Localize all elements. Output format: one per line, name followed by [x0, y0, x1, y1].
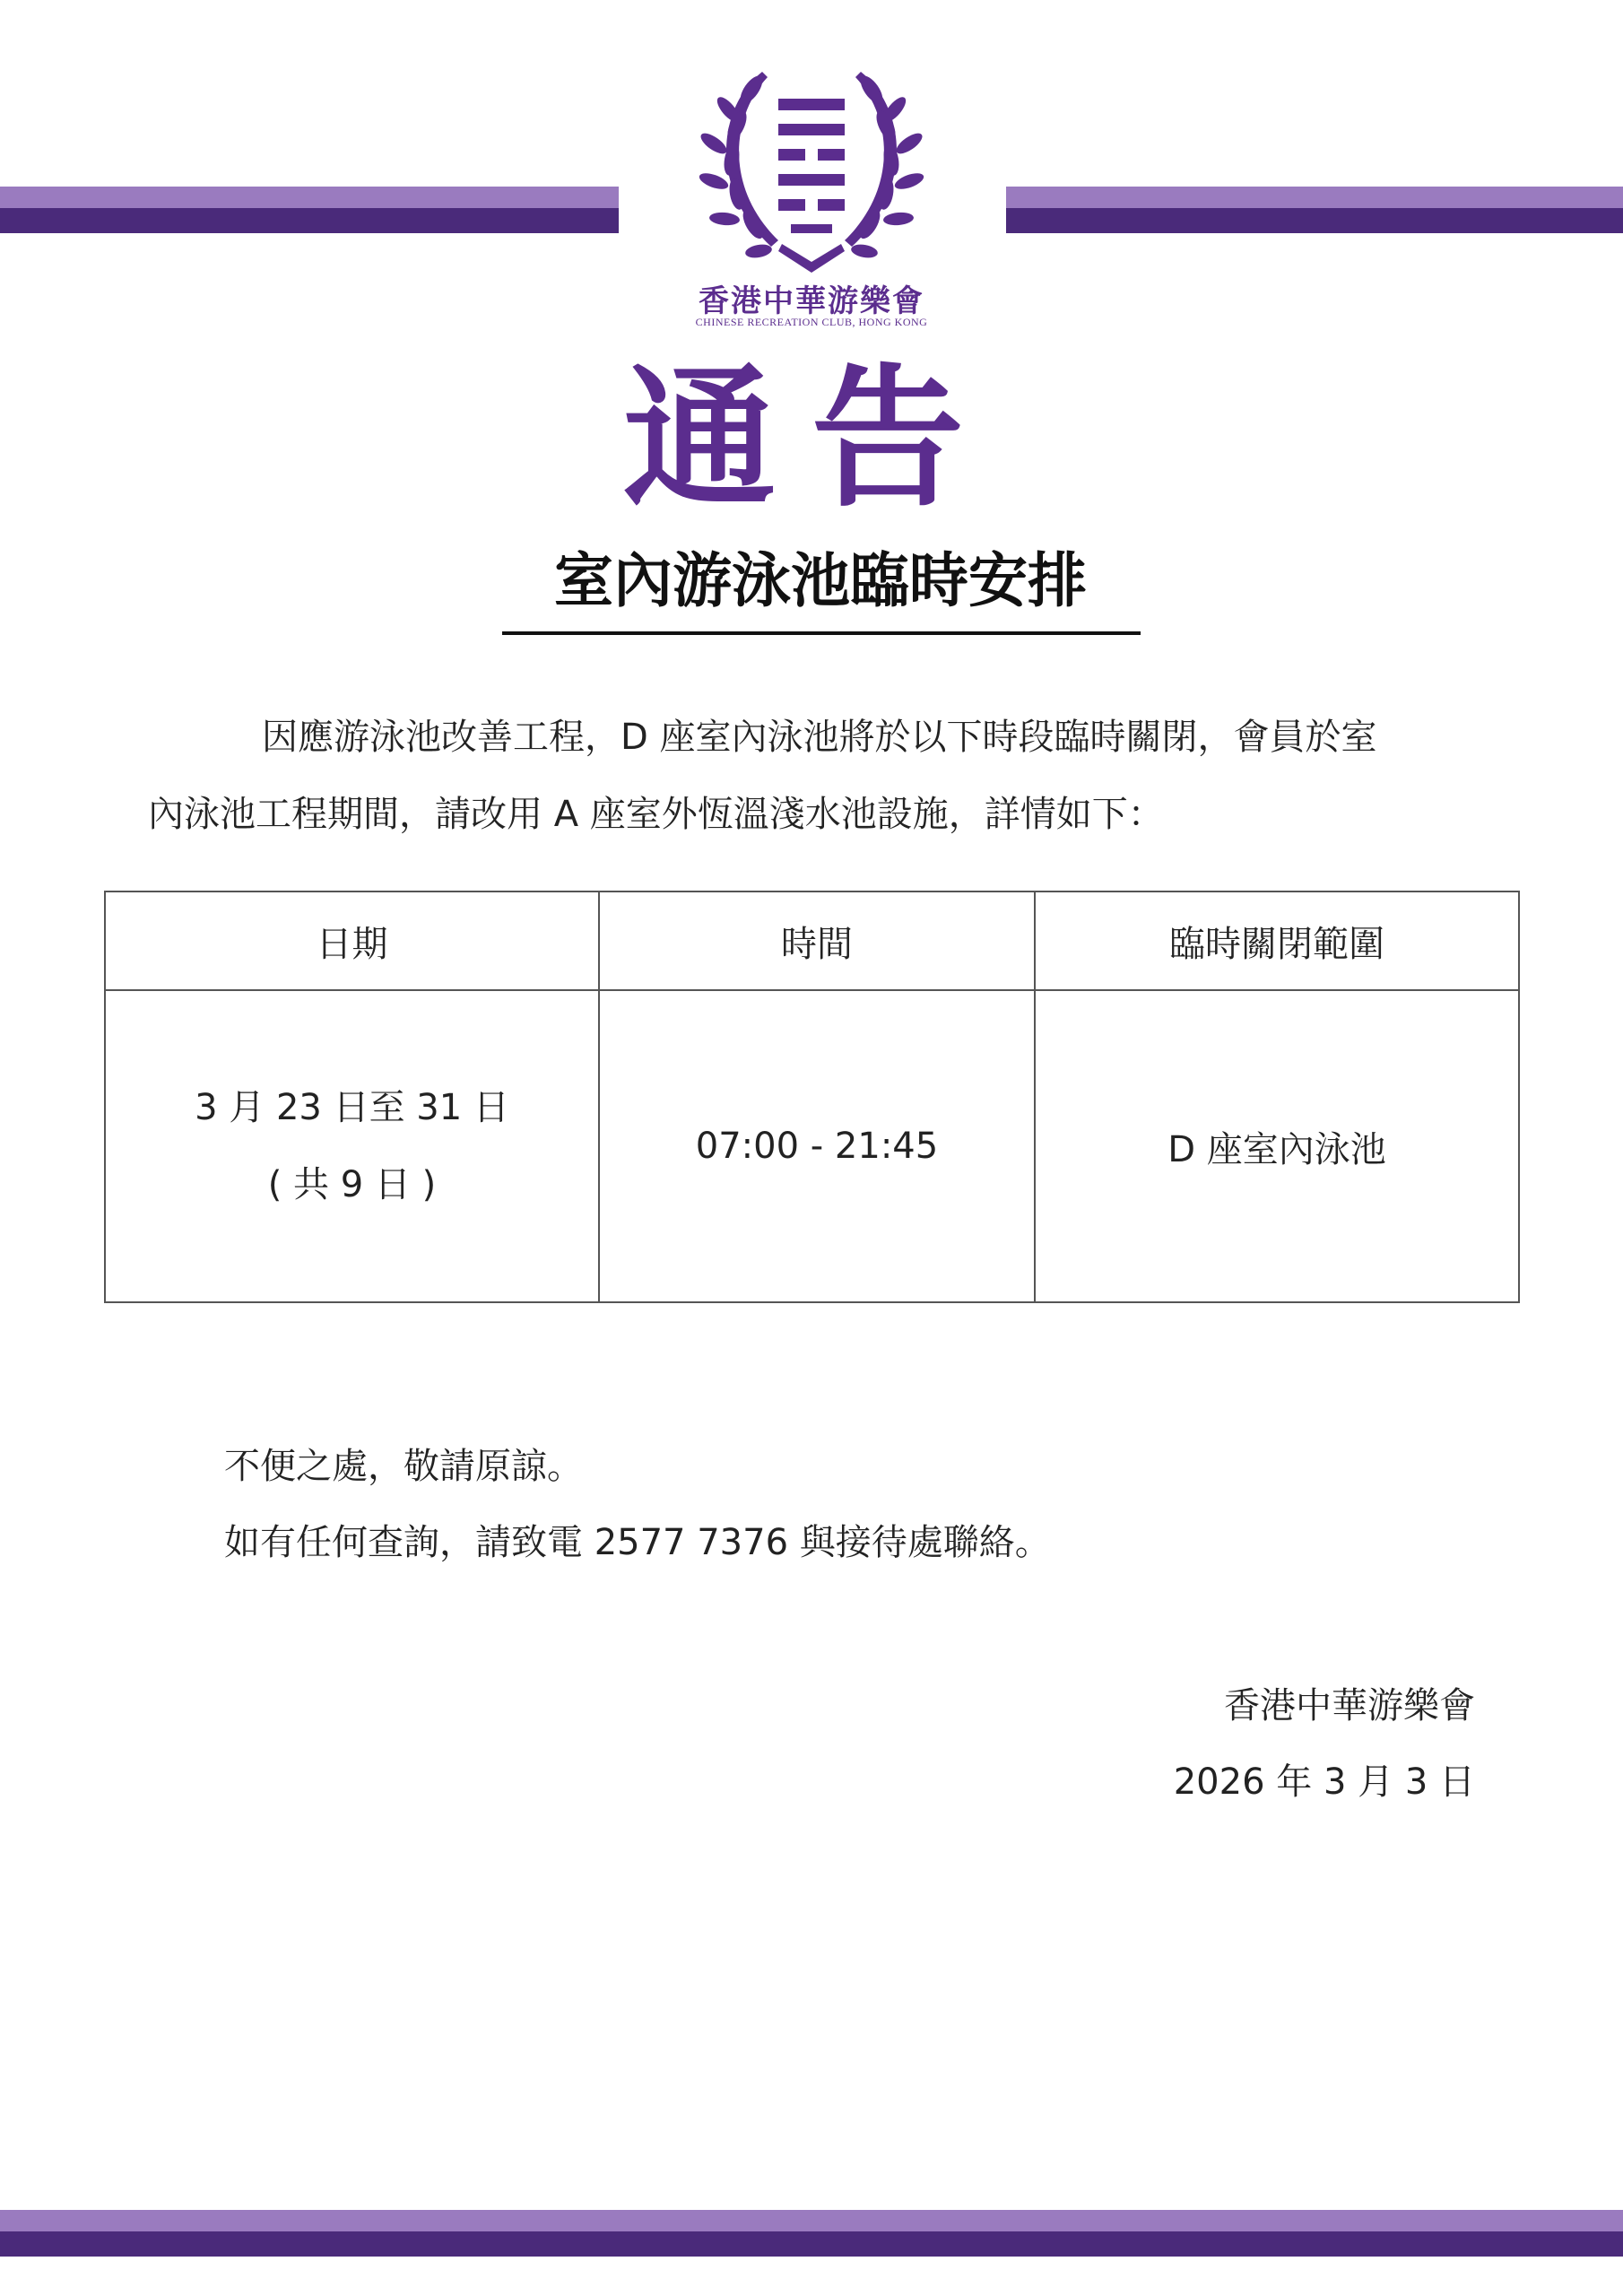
top-right-decorative-band: [1006, 187, 1623, 233]
cell-time: 07:00 - 21:45: [599, 990, 1035, 1302]
cell-date: [105, 990, 599, 1302]
intro-paragraph-line-2: 內泳池工程期間，請改用 A 座室外恆溫淺水池設施，詳情如下：: [148, 794, 1164, 835]
bottom-decorative-band: [0, 2210, 1623, 2257]
signature-date: 2026 年 3 月 3 日: [1173, 1761, 1475, 1803]
table-row: [105, 990, 1519, 1302]
cell-scope: D 座室內泳池: [1035, 990, 1519, 1302]
header-time: 時間: [599, 891, 1035, 990]
club-name-english: CHINESE RECREATION CLUB, HONG KONG: [695, 316, 928, 328]
club-name-chinese: 香港中華游樂會: [699, 283, 924, 319]
closure-schedule-table: [104, 891, 1520, 1303]
table-header-row: [105, 891, 1519, 990]
enquiry-text: 如有任何查詢，請致電 2577 7376 與接待處聯絡。: [224, 1522, 1051, 1563]
intro-paragraph-line-1: 因應游泳池改善工程，D 座室內泳池將於以下時段臨時關閉，會員於室: [262, 717, 1377, 758]
signature-organization: 香港中華游樂會: [1224, 1685, 1475, 1726]
header-date: 日期: [105, 891, 599, 990]
top-left-decorative-band: [0, 187, 619, 233]
subtitle-underline: [502, 631, 1141, 635]
date-range: 3 月 23 日至 31 日: [195, 1087, 509, 1128]
notice-title: 通告: [622, 351, 1000, 528]
header-scope: 臨時關閉範圍: [1035, 891, 1519, 990]
date-total-days: ( 共 9 日 ): [267, 1164, 437, 1205]
apology-text: 不便之處，敬請原諒。: [224, 1446, 583, 1487]
club-logo-icon: [681, 54, 942, 287]
notice-subtitle: 室內游泳池臨時安排: [554, 546, 1087, 615]
